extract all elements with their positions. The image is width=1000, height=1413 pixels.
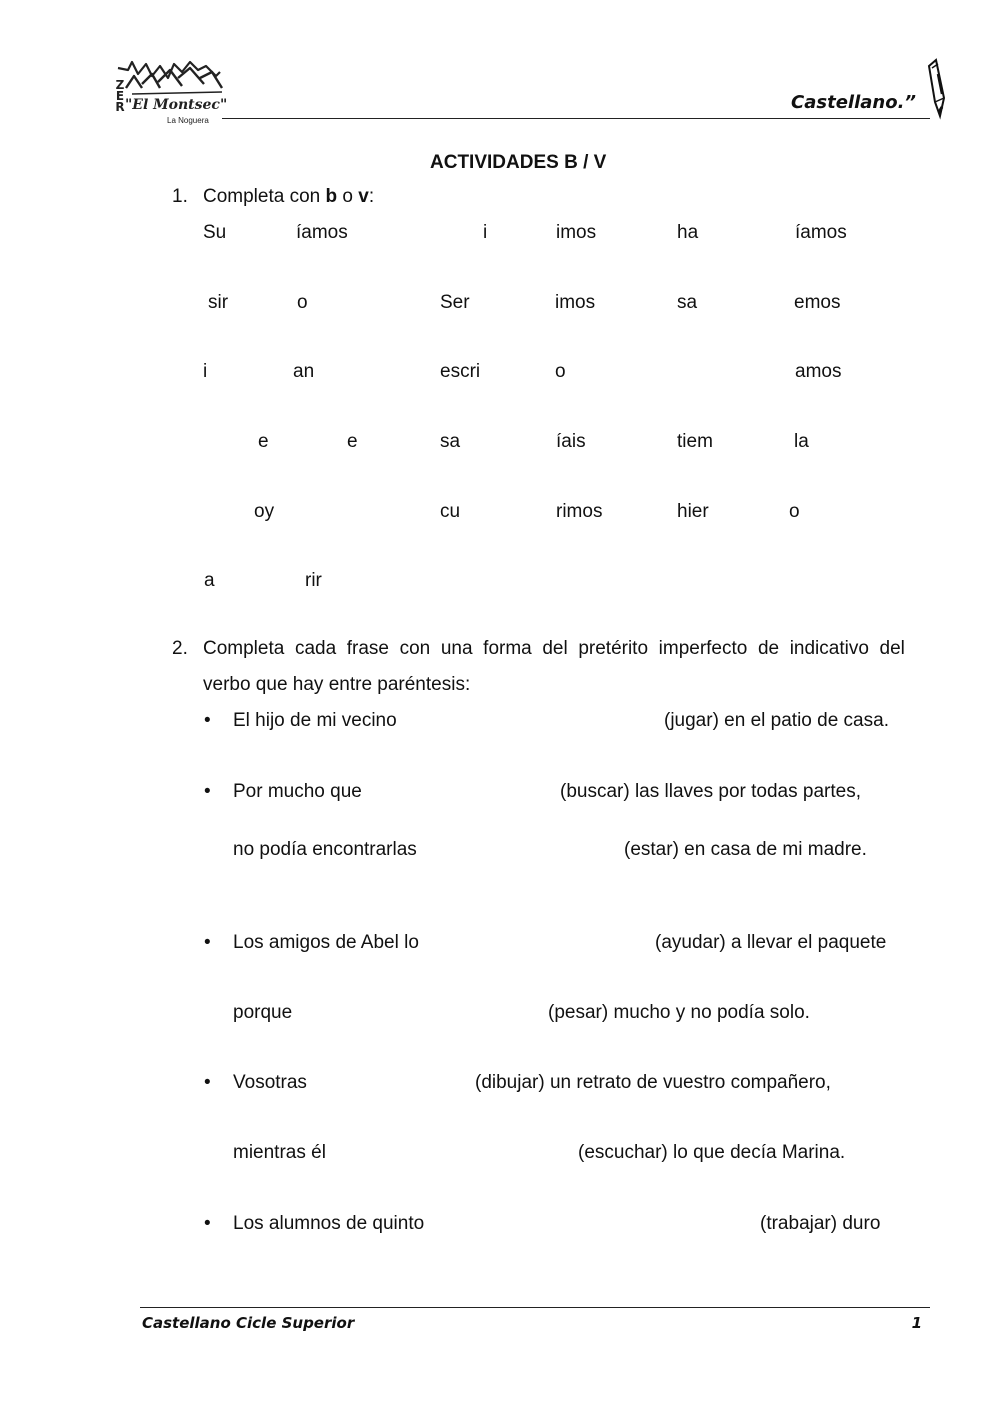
exercise2-prompt — [203, 638, 905, 660]
word-fragment: an — [293, 361, 315, 382]
word-fragment: imos — [555, 292, 596, 313]
letter-v: v — [358, 186, 369, 207]
sentence-start: no podía encontrarlas — [233, 839, 417, 860]
prompt-word: indicativo — [789, 638, 869, 659]
sentence-end: (jugar) en el patio de casa. — [664, 710, 889, 731]
prompt-word: una — [440, 638, 473, 659]
logo-name-text: "El Montsec" — [125, 97, 228, 113]
word-fragment: emos — [794, 292, 841, 313]
sentence-end: (pesar) mucho y no podía solo. — [548, 1002, 810, 1023]
word-fragment: e — [347, 431, 358, 452]
exercise2-number: 2. — [172, 638, 188, 659]
word-fragment: Ser — [440, 292, 470, 313]
word-fragment: cu — [440, 501, 461, 522]
word-fragment: amos — [795, 361, 842, 382]
prompt-word: frase — [346, 638, 389, 659]
sentence-end: (trabajar) duro — [760, 1213, 881, 1234]
bullet: • — [204, 932, 211, 953]
school-logo — [112, 58, 227, 130]
page-title: ACTIVIDADES B / V — [430, 152, 607, 173]
sentence-start: Los amigos de Abel lo — [233, 932, 419, 953]
word-fragment: rir — [305, 570, 322, 591]
word-fragment: sir — [208, 292, 229, 313]
prompt-word: de — [757, 638, 780, 659]
prompt-word: del — [542, 638, 568, 659]
word-fragment: i — [203, 361, 208, 382]
word-fragment: o — [297, 292, 308, 313]
prompt-word: cada — [294, 638, 337, 659]
header-divider — [222, 118, 930, 119]
page-number: 1 — [911, 1314, 922, 1332]
prompt-word: forma — [483, 638, 532, 659]
word-fragment: o — [789, 501, 800, 522]
logo-letter: Z — [115, 78, 125, 92]
word-fragment: Su — [203, 222, 227, 243]
bullet: • — [204, 1072, 211, 1093]
exercise2-prompt-line2: verbo que hay entre paréntesis: — [203, 674, 471, 695]
word-fragment: la — [794, 431, 809, 452]
word-fragment: ha — [677, 222, 699, 243]
sentence-start: Los alumnos de quinto — [233, 1213, 425, 1234]
word-fragment: e — [258, 431, 269, 452]
prompt-text: o — [337, 186, 359, 207]
word-fragment: a — [204, 570, 215, 591]
header-title: Castellano.” — [791, 92, 916, 113]
sentence-start: El hijo de mi vecino — [233, 710, 397, 731]
letter-b: b — [325, 186, 338, 207]
logo-letter: R — [115, 100, 125, 114]
prompt-word: imperfecto — [658, 638, 748, 659]
bullet: • — [204, 781, 211, 802]
sentence-end: (dibujar) un retrato de vuestro compañero, — [475, 1072, 831, 1093]
word-fragment: tiem — [677, 431, 713, 452]
word-fragment: sa — [440, 431, 461, 452]
word-fragment: i — [483, 222, 488, 243]
mountain-icon — [112, 58, 227, 98]
sentence-start: Vosotras — [233, 1072, 307, 1093]
sentence-start: mientras él — [233, 1142, 326, 1163]
word-fragment: escri — [440, 361, 481, 382]
word-fragment: rimos — [556, 501, 603, 522]
word-fragment: íais — [556, 431, 586, 452]
sentence-start: porque — [233, 1002, 293, 1023]
prompt-text: : — [368, 186, 375, 207]
word-fragment: íamos — [296, 222, 348, 243]
sentence-end: (estar) en casa de mi madre. — [624, 839, 867, 860]
word-fragment: hier — [677, 501, 709, 522]
sentence-end: (ayudar) a llevar el paquete — [655, 932, 887, 953]
sentence-start: Por mucho que — [233, 781, 362, 802]
prompt-word: pretérito — [578, 638, 649, 659]
bullet: • — [204, 1213, 211, 1234]
word-fragment: oy — [254, 501, 275, 522]
logo-sub-text: La Noguera — [167, 116, 209, 125]
footer-course: Castellano Cicle Superior — [142, 1314, 355, 1332]
exercise1-number: 1. — [172, 186, 188, 207]
sentence-end: (escuchar) lo que decía Marina. — [578, 1142, 846, 1163]
prompt-word: del — [879, 638, 905, 659]
prompt-word: Completa — [203, 638, 285, 659]
sentence-end: (buscar) las llaves por todas partes, — [560, 781, 861, 802]
word-fragment: íamos — [795, 222, 847, 243]
prompt-word: con — [399, 638, 431, 659]
exercise1-prompt — [203, 186, 374, 208]
prompt-text: Completa con — [203, 186, 326, 207]
word-fragment: imos — [556, 222, 597, 243]
footer-divider — [140, 1307, 930, 1308]
word-fragment: o — [555, 361, 566, 382]
word-fragment: sa — [677, 292, 698, 313]
logo-letter: E — [115, 89, 125, 103]
bullet: • — [204, 710, 211, 731]
pencil-icon — [926, 58, 948, 120]
